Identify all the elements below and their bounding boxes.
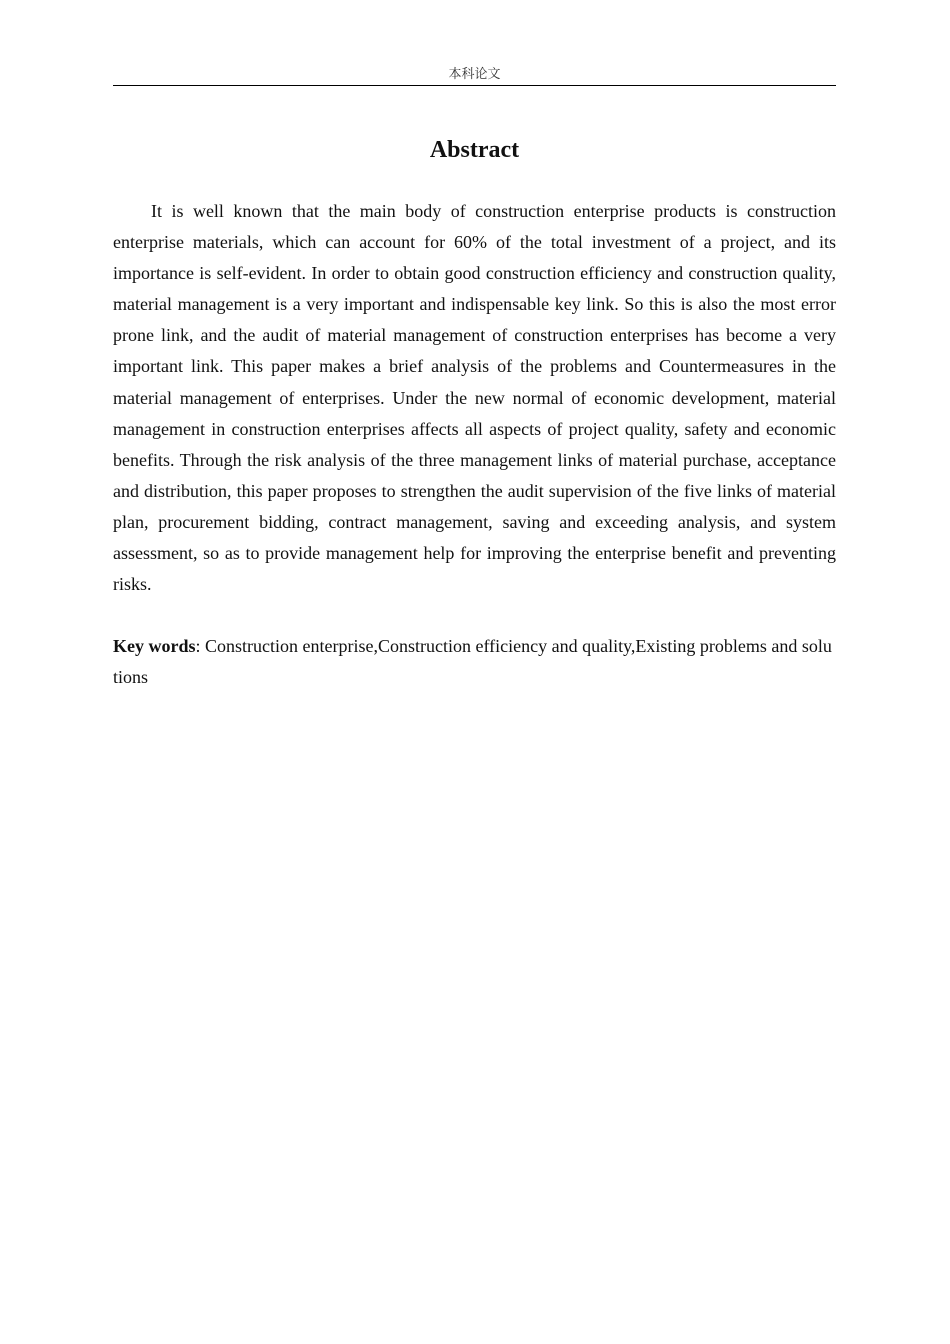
abstract-paragraph: It is well known that the main body of construction enterprise products is construction enterprise materials, which can account for 60% of the total investment of a project, and its importance is self-evident. In order to obtain good construction efficiency and construction quality, material management is a very important and indispensable key link. So this is also the most error prone link, and the audit of material management of construction enterprises has become a very important link. This paper makes a brief analysis of the problems and Countermeasures in the material management of enterprises. Under the new normal of economic development, material management in construction enterprises affects all aspects of project quality, safety and economic benefits. Through the risk analysis of the three management links of material purchase, acceptance and distribution, this paper proposes to strengthen the audit supervision of the five links of material plan, procurement bidding, contract management, saving and exceeding analysis, and system assessment, so as to provide management help for improving the enterprise benefit and preventing risks.: [113, 201, 836, 595]
abstract-title: Abstract: [429, 137, 520, 163]
keywords-line: [113, 631, 836, 693]
running-header: 本科论文: [448, 67, 501, 82]
keywords-separator: :: [195, 636, 206, 656]
header-divider: [113, 85, 836, 86]
keywords-text: Construction enterprise,Construction efficiency and quality,Existing problems and solutions: [113, 636, 832, 687]
keywords-label: Key words: [113, 636, 196, 656]
